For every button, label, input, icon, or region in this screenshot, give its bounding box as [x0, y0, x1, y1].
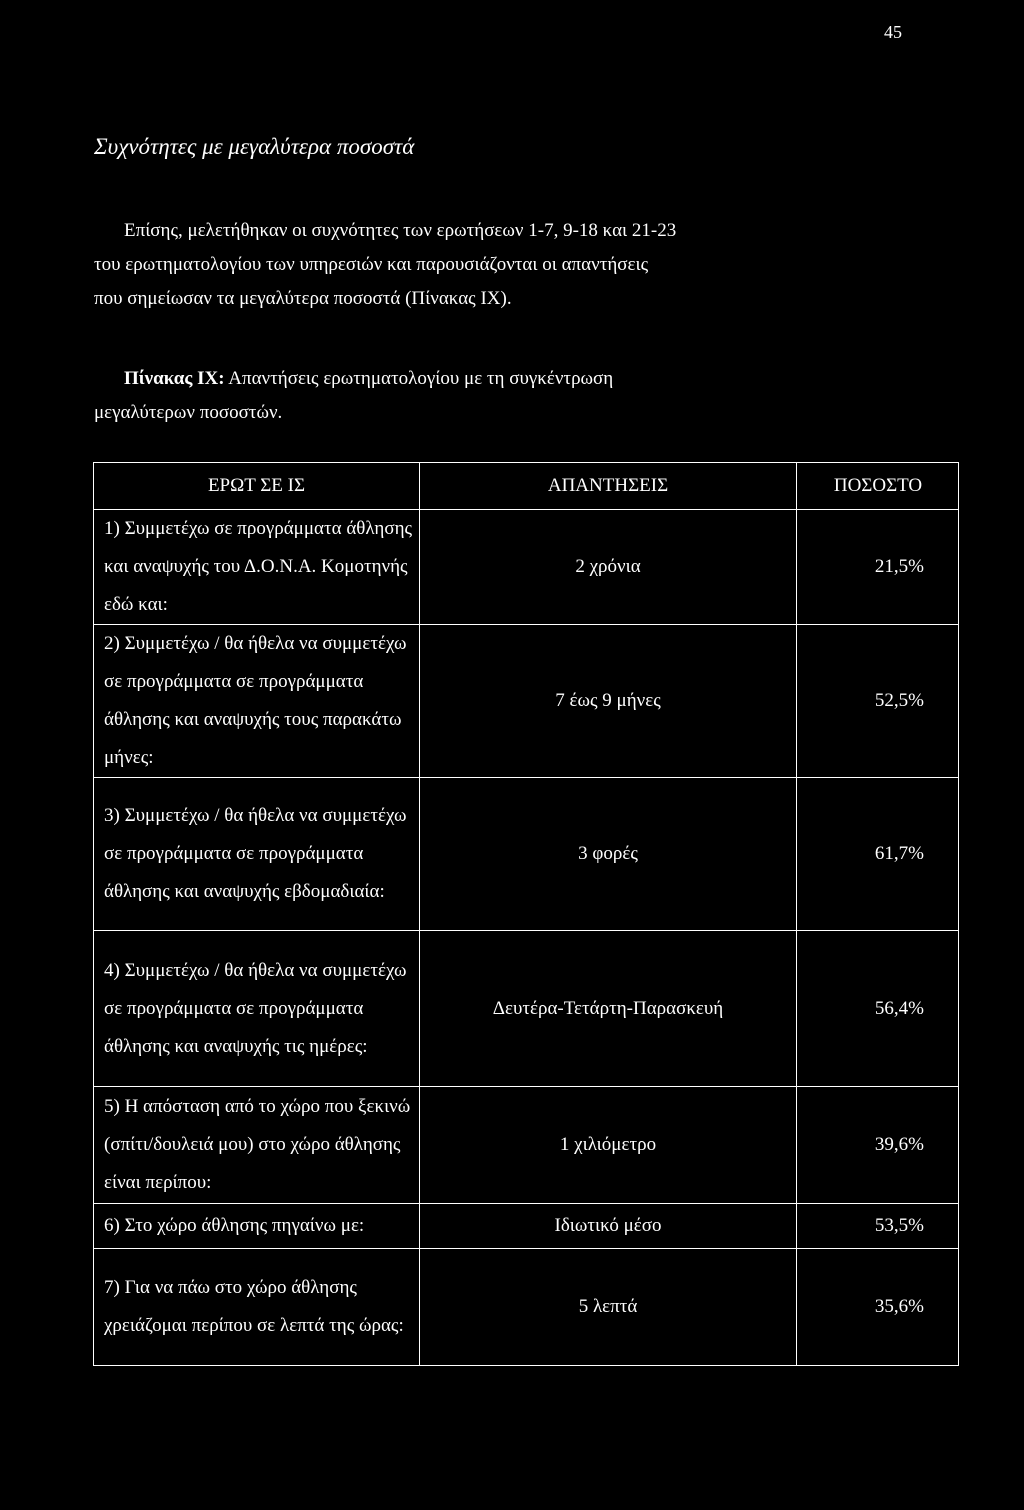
percentage-cell: 56,4%	[797, 931, 959, 1087]
answer-cell: 3 φορές	[420, 778, 797, 931]
percentage-cell: 39,6%	[797, 1087, 959, 1204]
answer-cell: 5 λεπτά	[420, 1249, 797, 1366]
table-header-row	[94, 463, 959, 510]
table-row	[94, 931, 959, 1087]
question-cell: 2) Συμμετέχω / θα ήθελα να συμμετέχω σε προγράμματα σε προγράμματα άθλησης και αναψυχής τους παρακάτω μήνες:	[94, 625, 420, 778]
percentage-cell: 53,5%	[797, 1204, 959, 1249]
answer-cell: 1 χιλιόμετρο	[420, 1087, 797, 1204]
page-number: 45	[884, 22, 902, 42]
percentage-cell: 35,6%	[797, 1249, 959, 1366]
section-heading: Συχνότητες με μεγαλύτερα ποσοστά	[94, 134, 415, 159]
table-row	[94, 778, 959, 931]
question-cell: 7) Για να πάω στο χώρο άθλησης χρειάζομαι περίπου σε λεπτά της ώρας:	[94, 1249, 420, 1366]
table-row	[94, 1204, 959, 1249]
intro-line: του ερωτηματολογίου των υπηρεσιών και παρουσιάζονται οι απαντήσεις	[94, 254, 649, 275]
intro-paragraph	[94, 214, 794, 316]
percentage-cell: 21,5%	[797, 510, 959, 625]
intro-line: που σημείωσαν τα μεγαλύτερα ποσοστά (Πίνακας ΙΧ).	[94, 288, 512, 309]
table-row	[94, 1087, 959, 1204]
table-row	[94, 625, 959, 778]
percentage-cell: 52,5%	[797, 625, 959, 778]
question-cell: 3) Συμμετέχω / θα ήθελα να συμμετέχω σε προγράμματα σε προγράμματα άθλησης και αναψυχής εβδομαδιαία:	[94, 778, 420, 931]
header-question: ΕΡΩΤ ΣΕ ΙΣ	[94, 463, 420, 510]
answer-cell: 7 έως 9 μήνες	[420, 625, 797, 778]
question-cell: 5) Η απόσταση από το χώρο που ξεκινώ (σπίτι/δουλειά μου) στο χώρο άθλησης είναι περίπου:	[94, 1087, 420, 1204]
results-table	[93, 462, 959, 1366]
question-cell: 1) Συμμετέχω σε προγράμματα άθλησης και αναψυχής του Δ.Ο.Ν.Α. Κομοτηνής εδώ και:	[94, 510, 420, 625]
table-caption-text: Απαντήσεις ερωτηματολογίου με τη συγκέντρωση	[224, 368, 614, 389]
header-percentage: ΠΟΣΟΣΤΟ	[797, 463, 959, 510]
table-caption-label: Πίνακας ΙΧ:	[124, 368, 225, 389]
percentage-cell: 61,7%	[797, 778, 959, 931]
question-cell: 6) Στο χώρο άθλησης πηγαίνω με:	[94, 1204, 420, 1249]
answer-cell: 2 χρόνια	[420, 510, 797, 625]
answer-cell: Ιδιωτικό μέσο	[420, 1204, 797, 1249]
answer-cell: Δευτέρα-Τετάρτη-Παρασκευή	[420, 931, 797, 1087]
intro-line: Επίσης, μελετήθηκαν οι συχνότητες των ερωτήσεων 1-7, 9-18 και 21-23	[124, 220, 677, 241]
table-row	[94, 1249, 959, 1366]
table-caption	[94, 362, 794, 430]
header-answers: ΑΠΑΝΤΗΣΕΙΣ	[420, 463, 797, 510]
table-caption-text: μεγαλύτερων ποσοστών.	[94, 402, 283, 423]
question-cell: 4) Συμμετέχω / θα ήθελα να συμμετέχω σε προγράμματα σε προγράμματα άθλησης και αναψυχής τις ημέρες:	[94, 931, 420, 1087]
table-row	[94, 510, 959, 625]
